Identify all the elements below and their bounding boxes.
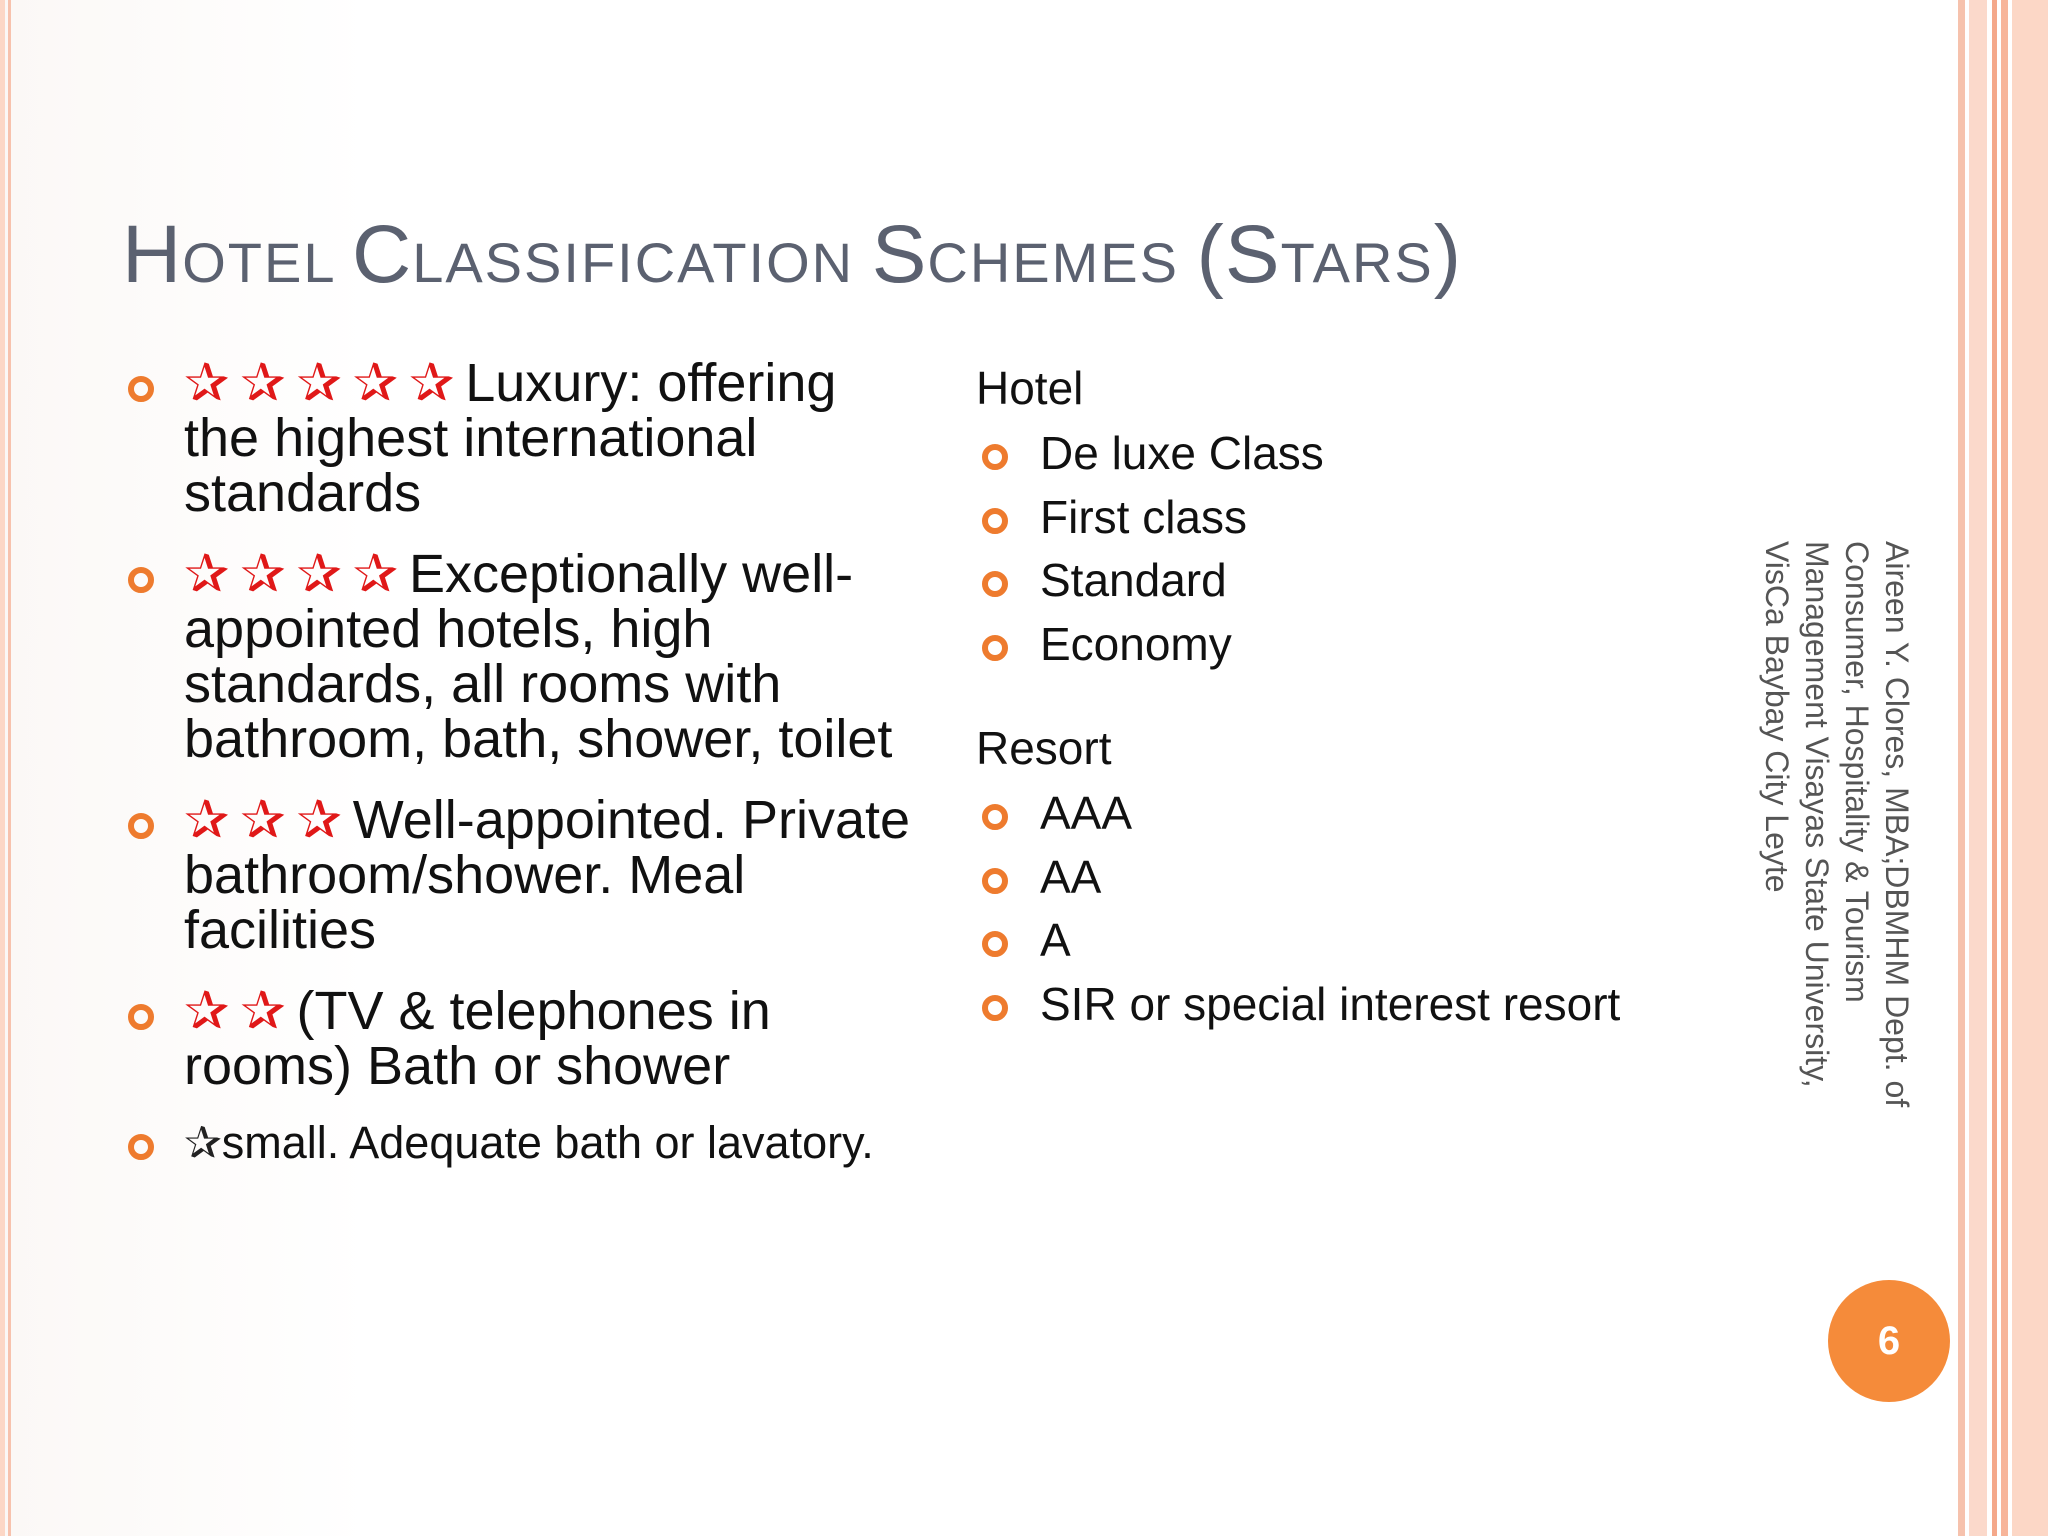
resort-list bbox=[976, 782, 1696, 1036]
left-border-stripe bbox=[0, 0, 5, 1536]
bullet-icon bbox=[128, 376, 154, 402]
list-item bbox=[976, 909, 1696, 973]
list-item bbox=[976, 782, 1696, 846]
right-border-stripe bbox=[2012, 0, 2048, 1536]
item-text: De luxe Class bbox=[1040, 427, 1324, 479]
bullet-icon bbox=[982, 571, 1008, 597]
bullet-icon bbox=[982, 868, 1008, 894]
bullet-icon bbox=[982, 995, 1008, 1021]
item-text: AAA bbox=[1040, 787, 1133, 839]
list-item bbox=[122, 790, 912, 960]
author-footer bbox=[1757, 541, 1917, 1241]
bullet-icon bbox=[128, 1004, 154, 1030]
bullet-icon bbox=[982, 804, 1008, 830]
list-item bbox=[976, 973, 1696, 1037]
title-part: ) bbox=[1433, 209, 1463, 300]
bullet-icon bbox=[128, 567, 154, 593]
resort-heading: Resort bbox=[976, 722, 1112, 774]
right-border-stripe bbox=[1969, 0, 1987, 1536]
title-part: LASSIFICATION bbox=[412, 231, 855, 294]
title-part: OTEL bbox=[182, 231, 335, 294]
bullet-icon bbox=[982, 635, 1008, 661]
title-part: CHEMES bbox=[927, 231, 1179, 294]
item-text: A bbox=[1040, 914, 1071, 966]
item-text: Exceptionally well-appointed hotels, high standards, all rooms with bathroom, bath, shower, toilet bbox=[184, 544, 893, 769]
item-text: small. Adequate bath or lavatory. bbox=[221, 1117, 874, 1168]
hotel-list bbox=[976, 422, 1696, 676]
list-item bbox=[122, 981, 912, 1096]
list-item bbox=[976, 486, 1696, 550]
list-item bbox=[122, 353, 912, 523]
bullet-icon bbox=[982, 508, 1008, 534]
title-part: ( bbox=[1196, 209, 1225, 300]
item-text: (TV & telephones in rooms) Bath or shower bbox=[184, 981, 771, 1096]
list-item bbox=[122, 544, 912, 769]
list-item bbox=[976, 846, 1696, 910]
page-title bbox=[122, 206, 1462, 304]
footer-line: Consumer, Hospitality & Tourism bbox=[1839, 541, 1875, 1003]
title-part: C bbox=[351, 209, 413, 300]
star-icons: ✰ bbox=[184, 1117, 222, 1168]
title-part: TARS bbox=[1280, 231, 1434, 294]
left-border-stripe bbox=[8, 0, 11, 1536]
star-icons: ✰✰✰✰ bbox=[184, 544, 409, 604]
hotel-heading: Hotel bbox=[976, 362, 1084, 414]
item-text: Well-appointed. Private bathroom/shower. Meal facilities bbox=[184, 790, 911, 960]
list-item bbox=[122, 1117, 912, 1168]
title-part: S bbox=[871, 209, 928, 300]
item-text: AA bbox=[1040, 850, 1102, 903]
footer-line: Aireen Y. Clores, MBA;DBMHM Dept. of bbox=[1879, 541, 1915, 1108]
classification-column bbox=[976, 358, 1696, 1036]
bullet-icon bbox=[982, 931, 1008, 957]
bullet-icon bbox=[128, 813, 154, 839]
page-number-badge: 6 bbox=[1828, 1280, 1950, 1402]
bullet-icon bbox=[128, 1134, 154, 1160]
spacer bbox=[976, 676, 1696, 718]
list-item bbox=[976, 613, 1696, 677]
star-icons: ✰✰✰✰✰ bbox=[184, 353, 466, 413]
item-text: Standard bbox=[1040, 554, 1227, 606]
list-item bbox=[976, 422, 1696, 486]
list-item bbox=[976, 549, 1696, 613]
item-text: SIR or special interest resort bbox=[1040, 977, 1621, 1030]
right-border-stripe bbox=[1958, 0, 1965, 1536]
right-border-stripe bbox=[1992, 0, 1997, 1536]
star-rating-list bbox=[122, 353, 912, 1192]
title-part: H bbox=[122, 209, 183, 300]
item-text: Luxury: offering the highest international standards bbox=[184, 353, 837, 523]
footer-line: VisCa Baybay City Leyte bbox=[1759, 541, 1795, 893]
item-text: Economy bbox=[1040, 617, 1232, 670]
star-icons: ✰✰ bbox=[184, 981, 297, 1041]
title-part: S bbox=[1224, 209, 1281, 300]
bullet-icon bbox=[982, 444, 1008, 470]
item-text: First class bbox=[1040, 490, 1247, 543]
right-border-stripe bbox=[2001, 0, 2008, 1536]
footer-line: Management Visayas State University, bbox=[1799, 541, 1835, 1088]
star-icons: ✰✰✰ bbox=[184, 790, 353, 850]
